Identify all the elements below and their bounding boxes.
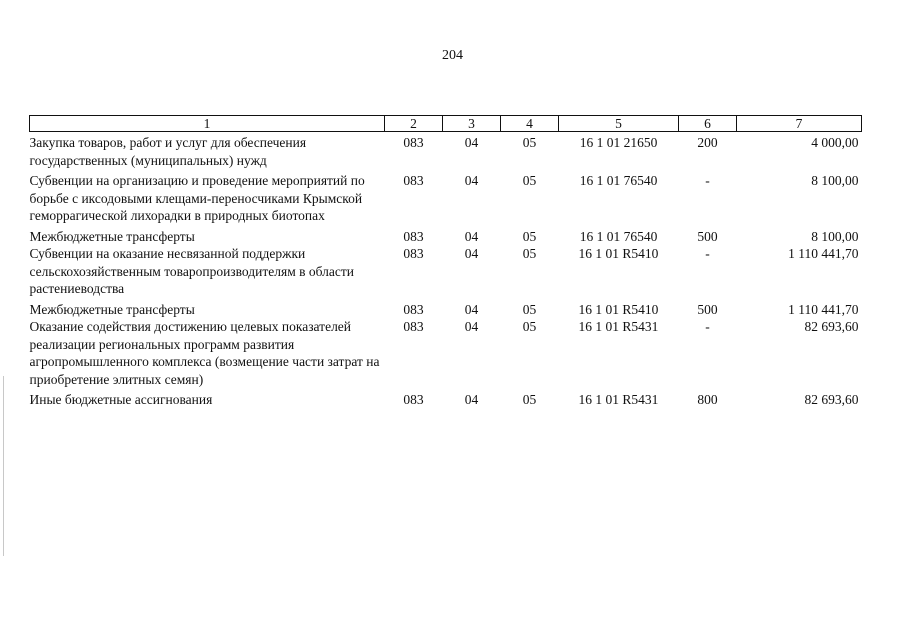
expense-type-code: 200 <box>697 135 718 150</box>
amount: 82 693,60 <box>804 392 859 407</box>
expense-type-code: - <box>705 319 710 334</box>
department-code: 083 <box>403 173 424 188</box>
amount: 8 100,00 <box>811 173 859 188</box>
department-code: 083 <box>403 319 424 334</box>
column-header: 1 <box>30 116 385 132</box>
target-article-code: 16 1 01 76540 <box>579 228 658 244</box>
column-header: 2 <box>385 116 443 132</box>
section-code: 04 <box>464 301 479 317</box>
subsection-code: 05 <box>522 392 537 407</box>
target-article-code: 16 1 01 R5410 <box>578 246 659 261</box>
column-header: 7 <box>737 116 862 132</box>
amount: 82 693,60 <box>804 319 859 334</box>
page-number: 204 <box>442 48 463 63</box>
section-code: 04 <box>464 319 479 334</box>
subsection-code: 05 <box>522 301 537 317</box>
item-name: Субвенции на оказание несвязанной поддержки сельскохозяйственным товаропроизводителям в области растениеводства <box>29 246 355 296</box>
subsection-code: 05 <box>522 246 537 261</box>
table-row <box>30 298 862 319</box>
target-article-code: 16 1 01 76540 <box>579 173 658 188</box>
target-article-code: 16 1 01 21650 <box>579 135 658 150</box>
expense-type-code: 500 <box>697 228 718 244</box>
subsection-code: 05 <box>522 173 537 188</box>
table-row <box>30 132 862 170</box>
item-name: Субвенции на организацию и проведение мероприятий по борьбе с иксодовыми клещами-переносчиками Крымской геморрагической лихорадки в природных биотопах <box>29 173 365 223</box>
subsection-code: 05 <box>522 228 537 244</box>
department-code: 083 <box>403 246 424 261</box>
column-header: 4 <box>501 116 559 132</box>
table-header-row <box>30 116 862 132</box>
scan-edge-line <box>3 376 4 556</box>
budget-table <box>29 115 862 409</box>
expense-type-code: - <box>705 246 710 261</box>
item-name: Иные бюджетные ассигнования <box>29 392 213 407</box>
department-code: 083 <box>403 228 424 244</box>
table-row <box>30 318 862 388</box>
section-code: 04 <box>464 246 479 261</box>
amount: 1 110 441,70 <box>788 246 859 261</box>
expense-type-code: 500 <box>697 301 718 317</box>
section-code: 04 <box>464 173 479 188</box>
amount: 4 000,00 <box>811 135 859 150</box>
column-header: 6 <box>679 116 737 132</box>
amount: 8 100,00 <box>811 228 859 244</box>
department-code: 083 <box>403 392 424 407</box>
table-row <box>30 245 862 298</box>
item-name: Закупка товаров, работ и услуг для обеспечения государственных (муниципальных) нужд <box>29 135 307 168</box>
target-article-code: 16 1 01 R5410 <box>578 301 659 317</box>
table-row <box>30 225 862 246</box>
department-code: 083 <box>403 135 424 150</box>
table-row <box>30 388 862 409</box>
target-article-code: 16 1 01 R5431 <box>578 392 659 407</box>
column-header: 5 <box>559 116 679 132</box>
subsection-code: 05 <box>522 135 537 150</box>
expense-type-code: 800 <box>697 392 718 407</box>
column-header: 3 <box>443 116 501 132</box>
target-article-code: 16 1 01 R5431 <box>578 319 659 334</box>
item-name: Оказание содействия достижению целевых показателей реализации региональных программ развития агропромышленного комплекса (возмещение части затрат на приобретение элитных семян) <box>29 319 380 387</box>
section-code: 04 <box>464 392 479 407</box>
section-code: 04 <box>464 135 479 150</box>
item-name: Межбюджетные трансферты <box>29 228 195 244</box>
item-name: Межбюджетные трансферты <box>29 301 195 317</box>
amount: 1 110 441,70 <box>788 301 859 317</box>
table-row <box>30 169 862 225</box>
expense-type-code: - <box>705 173 710 188</box>
section-code: 04 <box>464 228 479 244</box>
department-code: 083 <box>403 301 424 317</box>
subsection-code: 05 <box>522 319 537 334</box>
